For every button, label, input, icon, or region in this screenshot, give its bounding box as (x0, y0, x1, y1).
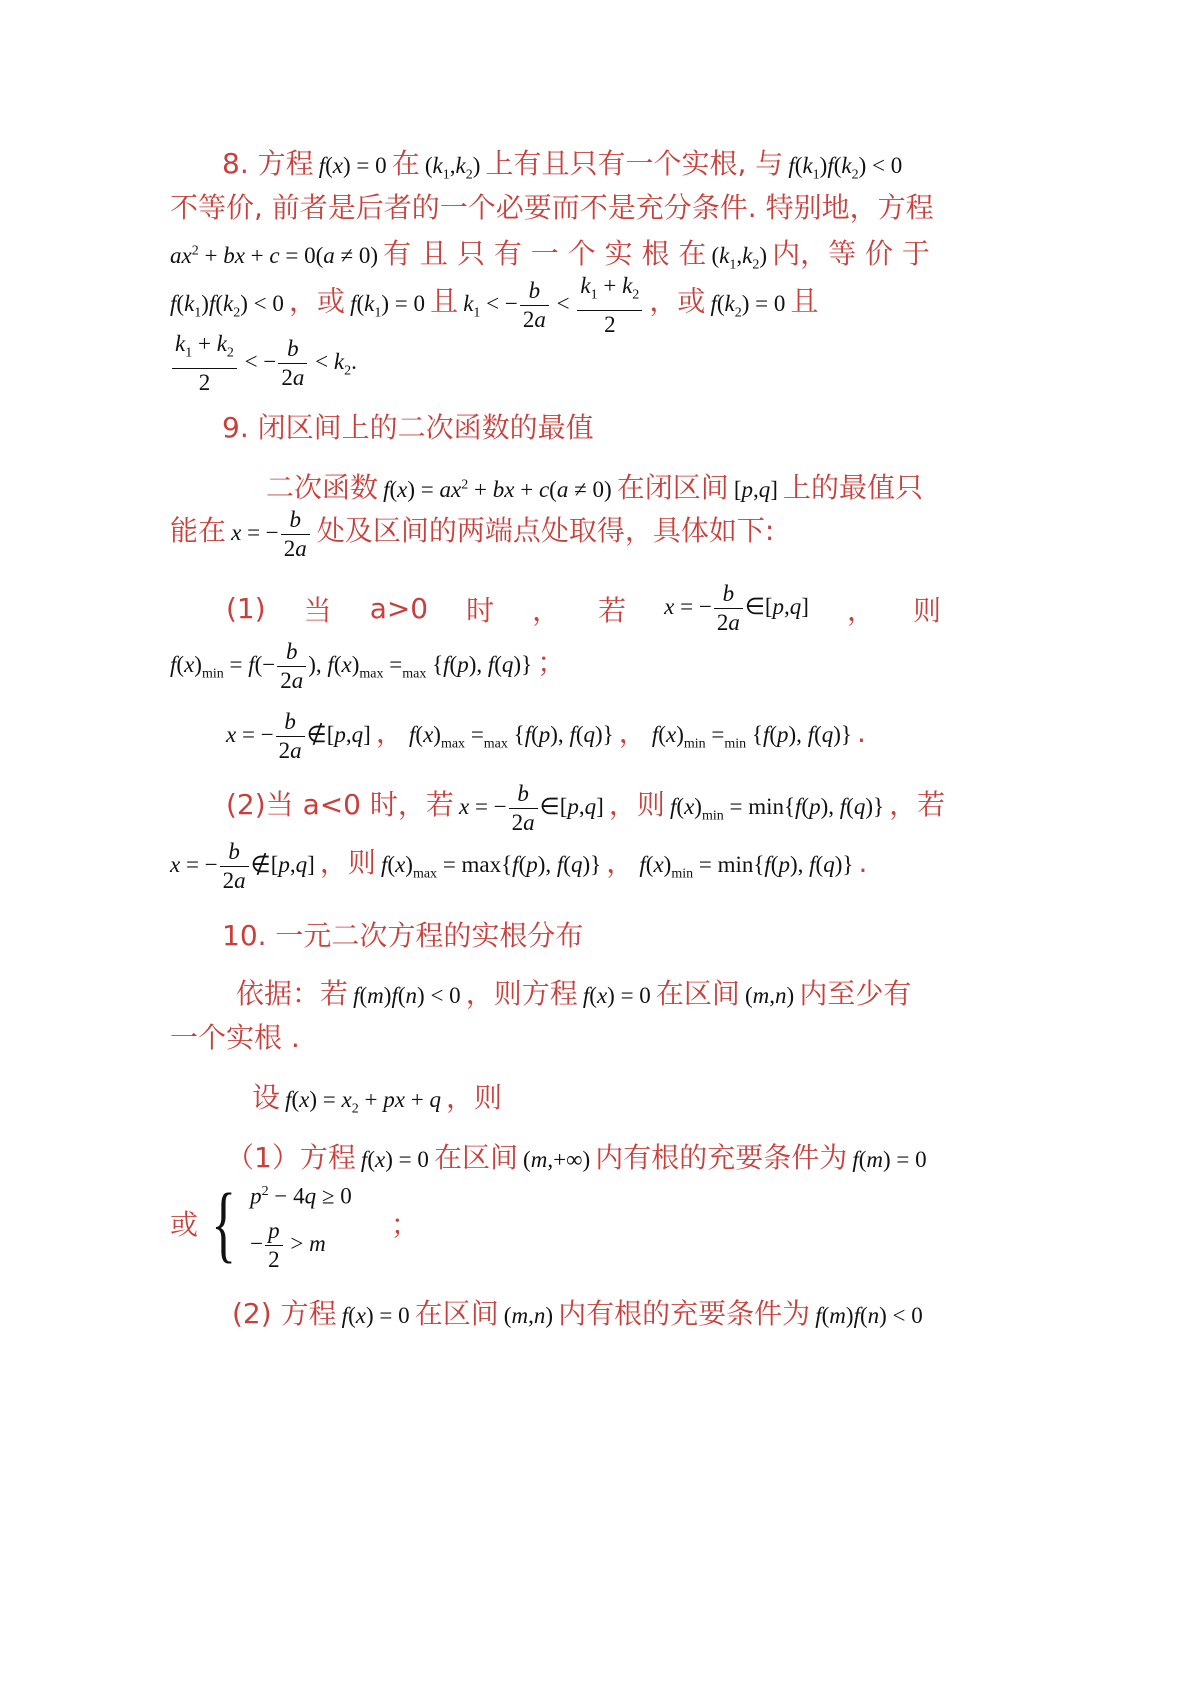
math-quadratic-eq: $ax^2$ + bx + c = 0(a ≠ 0) (170, 243, 379, 268)
s10-c1-a: （1）方程 (226, 1141, 356, 1174)
s9-c1-a: (1) (226, 592, 266, 625)
s9-c2-c: ，若 (889, 787, 946, 821)
s10-p1-c: 在区间 (655, 977, 740, 1010)
s9-p2-a: 能在 (170, 513, 227, 547)
s9-c1-e: ， (532, 593, 561, 627)
math-fm-eq-0: f(m) = 0 (852, 1147, 927, 1172)
math-vertex-x: x = − $\frac{b}{2a}$ (231, 520, 312, 545)
math-fk1fk2-lt-0: $f(k_1)f(k_2) < 0$ (788, 153, 903, 183)
s10-c1 (226, 1136, 927, 1176)
s9-c1 (226, 580, 941, 637)
math-c1b-min: $f(x)_{min} =_{min}$ {f(p), f(q)} (651, 721, 852, 752)
s10-p1 (236, 972, 911, 1012)
math-fx-quadratic: $f(x) = ax^2$ + bx + c(a ≠ 0) (383, 477, 612, 502)
math-fmfn-lt-0-b: f(m)f(n) < 0 (815, 1303, 923, 1328)
s10-title (222, 914, 583, 954)
s8-l4-d: 且 (790, 284, 819, 318)
math-c1b-max: $f(x)_{max} =_{max}$ {f(p), f(q)} (409, 721, 614, 752)
math-k1-ineq: $k_1$ < − $\frac{b}{2a}$ < $\frac{k_1 + k_2}{2}$ (463, 291, 644, 316)
s9-p1-b: 在闭区间 (616, 471, 729, 504)
math-fx-def: $f(x) = x_2$ + px + q (285, 1087, 441, 1117)
s8-line3 (170, 232, 930, 274)
s8-line5 (170, 330, 357, 397)
math-fx-eq-0: f(x) = 0 (318, 153, 387, 178)
s10-title-text: 10. 一元二次方程的实根分布 (222, 919, 584, 952)
math-k2-ineq: $\frac{k_1 + k_2}{2}$ < − $\frac{b}{2a}$ < $k_2$. (170, 349, 357, 374)
math-interval-mn: (m,n) (745, 983, 795, 1008)
s8-l2-a: 不等价, 前者是后者的一个必要而不是充分条件. 特别地，方程 (170, 191, 934, 224)
s9-p2 (170, 506, 774, 563)
s10-c2 (232, 1292, 923, 1332)
s10-c2-b: 在区间 (414, 1297, 499, 1330)
math-c1-min-max: $f(x)_{min} = f(-$ $\frac{b}{2a}$ ), $f(x)_{max} =_{max}$ {f(p), f(q)} (170, 639, 533, 693)
math-c2b-max: $f(x)_{max} = \max\{f(p)$, f(q)} (381, 851, 602, 882)
s9-c1b (226, 708, 866, 765)
s10-c1-b: 在区间 (433, 1141, 518, 1174)
math-fx-eq-0-c: f(x) = 0 (360, 1147, 429, 1172)
s8-line4 (170, 272, 819, 339)
s10-p2 (170, 1016, 300, 1056)
s8-l3-a: 有 且 只 有 一 个 实 根 在 (383, 237, 707, 270)
s9-title (222, 406, 594, 446)
s9-c2-b: ，则 (608, 787, 665, 821)
s10-c1b-semi: ； (390, 1207, 419, 1241)
math-vertex-notin-pq: x = − $\frac{b}{2a}$ ∉[p,q] (226, 709, 371, 763)
math-interval-mn-b: (m,n) (503, 1303, 554, 1328)
s9-c2b-a: ，则 (319, 845, 376, 879)
s10-p3-b: ，则 (446, 1081, 503, 1114)
s10-p2-text: 一个实根 . (170, 1021, 300, 1054)
math-fk1-eq-0: $f(k_1) = 0$ (350, 290, 425, 321)
s9-c1-b: 当 (303, 593, 332, 627)
s9-p2-b: 处及区间的两端点处取得，具体如下: (316, 513, 775, 547)
s10-p1-b: ，则方程 (465, 977, 578, 1010)
s9-c1-g: ， (846, 593, 875, 627)
s8-line2 (170, 186, 934, 226)
s10-c2-c: 内有根的充要条件为 (558, 1297, 811, 1330)
s8-l1-a: 8. 方程 (222, 147, 314, 180)
s9-p1 (266, 466, 923, 506)
s9-c1-c: a>0 (369, 592, 429, 625)
s9-c2-a: (2)当 a<0 时，若 (226, 787, 454, 821)
s9-c2b-c: . (858, 845, 868, 879)
s10-c2-a: (2) 方程 (232, 1297, 337, 1330)
s8-l4-a: ，或 (288, 284, 345, 318)
s9-c1-formula (170, 638, 565, 695)
math-interval-pq: [p,q] (733, 477, 778, 502)
s10-p3 (252, 1076, 502, 1118)
s9-c2b-b: ， (606, 845, 635, 879)
s8-l1-c: 上有且只有一个实根, 与 (485, 147, 784, 180)
s8-line1 (222, 142, 902, 184)
s10-c1b-a: 或 (170, 1207, 199, 1241)
s9-c2b (170, 838, 867, 895)
s8-l3-b: 内，等 价 于 (772, 237, 930, 270)
s9-c1b-a: ， (375, 715, 404, 749)
s9-c1-semi: ； (537, 645, 566, 679)
math-c2b-min: $f(x)_{min} = \min\{f(p)$, f(q)} (639, 851, 854, 882)
math-interval-m-inf: (m,+∞) (523, 1147, 591, 1172)
s10-c1-c: 内有根的充要条件为 (595, 1141, 848, 1174)
s10-p1-a: 依据：若 (236, 977, 349, 1010)
s8-l4-c: ，或 (649, 284, 706, 318)
s10-c1b (170, 1172, 419, 1274)
s9-p1-a: 二次函数 (266, 471, 379, 504)
s9-c1b-c: . (857, 715, 866, 749)
math-fk1fk2-lt-0-b: $f(k_1)f(k_2) < 0$ (170, 290, 284, 321)
math-interval-k1k2: $(k_1,k_2)$ (424, 153, 481, 183)
math-interval-k1k2-b: $(k_1,k_2)$ (711, 243, 767, 273)
s8-l1-b: 在 (391, 147, 420, 180)
math-fk2-eq-0: $f(k_2) = 0$ (710, 290, 786, 321)
math-c2b-vertex-notin: x = − $\frac{b}{2a}$ ∉[p,q] (170, 839, 315, 893)
s9-c2 (226, 780, 945, 837)
s9-c1-h: 则 (912, 593, 941, 627)
math-fmfn-lt-0: f(m)f(n) < 0 (353, 983, 461, 1008)
math-c2-vertex-in-pq: x = − $\frac{b}{2a}$ ∈[p,q] (459, 781, 604, 835)
s8-l4-b: 且 (430, 284, 459, 318)
s9-c1b-b: ， (618, 715, 647, 749)
math-fx-eq-0-b: f(x) = 0 (582, 983, 651, 1008)
s9-title-text: 9. 闭区间上的二次函数的最值 (222, 411, 594, 444)
math-vertex-in-pq: x = − $\frac{b}{2a}$ ∈[p,q] (664, 581, 809, 635)
math-fx-eq-0-d: f(x) = 0 (341, 1303, 410, 1328)
math-system: { $p^2 - 4q \ge 0$ − $\frac{p}{2}$ > m (211, 1174, 352, 1272)
s9-c1-d: 时 (466, 593, 495, 627)
s10-p1-d: 内至少有 (799, 977, 912, 1010)
s9-p1-c: 上的最值只 (783, 471, 924, 504)
math-c2-min: $f(x)_{min} = \min\{f(p)$, f(q)} (670, 793, 885, 824)
s9-c1-f: 若 (598, 593, 627, 627)
s10-p3-a: 设 (252, 1081, 281, 1114)
